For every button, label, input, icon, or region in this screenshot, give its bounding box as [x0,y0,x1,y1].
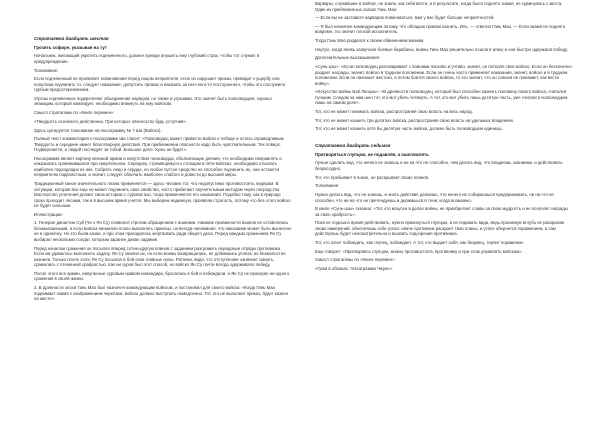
paragraph: Перед началом сражения он посылал вперед сотню-другую воинов с заданием разгромить передовые отряды противника. Если им удавалось выполнить задачу, Ян Су хвалил их, но если воины возвращались, не добившись успеха, их безжалостно казнили. Только после этого Ян Су посылал в бой свои главные силы. Ратники, видя, что отступление означает смерть, сражались с отчаянной храбростью. Как ни суров был этот способ, но войско Ян Су почти всегда одерживало победу. [34,245,286,268]
paragraph: После этого все армии, напуганные суровым нравом командира, бросались в бой и побеждали, и Ян Су не проиграл ни одного сражения в своей жизни. [34,270,290,282]
paragraph: «Гром в облаках. Гексаграмма Чжунь». [315,266,394,272]
stratagem-subtitle: Притворяться глупцом, не подавляя, а ошеломлять [315,151,429,157]
stratagem-subtitle: Грозить софоре, указывая на тут [34,44,107,50]
paragraph: Еще говорят: «Притворяясь глупцом, можно противостоять противнику и при этом управлять войском». [315,248,523,254]
section-gap [315,135,573,141]
stratagem-title: Стратагема двадцать седьмая [315,143,391,149]
paragraph: Толкование: [315,183,340,189]
paragraph: Пока не подошло время действовать, нужно прикинуться глупцом, и не подавать вида, ведь проникнув вглубь не раскрывая своих намерений, обеспечишь себе успех: иначе противник раскроет твои планы, и успех обернется поражением, а сам действуешь будет неосмотрительно и вызвать подозрения противника. [315,220,565,237]
paragraph: Иллюстрации: [34,211,63,217]
paragraph: 1. Генерал династии Суй (Чи э Ян Су) славился строгим обращением с воинами. Никакие провинности воинов не оставлялись безнаказанными, а если войска начинали плохо выполнять приказы, он всегда напоминал, что наказание может быть вынесено не в одиночку. Но это были казни, и при этом приходилось жертвовать ради общего дела. Перед каждым сражением Ян Су выбирал нескольких солдат, которым заранее давал задание. [34,220,292,242]
paragraph: «Сунь-цзы»: «Если полководец разговаривает с воинами ласково и учтиво, значит, он потерял свое войско. Если он бесконечно раздает награды, значит, войско в трудном положении. Если он очень часто применяет наказания, значит, войско и в трудном положении. Если он начинает жестоко, а потом боится своего войска, то это значит, что он совсем не понимает, как вести войну». [315,64,572,86]
paragraph: Дополнительные высказывания: [315,55,381,61]
paragraph: Традиционный канон значительного плана применяется — здесь человек тот, что недопустимо противостоять лидерам. В ситуации, которая все еще не может подчинить свое свойство, часто прибегают поучительным методам через посредство. Мастерство угнетения делает свою историю с суровостью, тогда применяются его наказания. Подобно тому, как в природе гроза проходит лесами, так и в высшем армия учится. Мы выберем надежную, проявляя строгость, потому что без этого войско не будет сильным. [34,181,291,209]
paragraph: Полный текст комментария к гексаграмме Ши гласит: «Полководец может привести войско к победе и остать справедливым. Твердость и середине имеет благотворную действия. При приближении опасности надо быть чувствительным. Тех поверх. Подвергаются, и людей последует за тобой. Большое дело. Хулы не будет». [34,136,285,153]
paragraph: «Твердость основного действенна. При которых опасностях будь уступчив». [34,118,187,124]
paragraph: Тогда Гань Мао раздался к своим обвинениям воинам. [315,38,425,44]
paragraph: Тот, кто пребывает в покое, не раскрывает своих планов. [315,174,430,180]
paragraph: Наутро, когда вновь зазвучали боевые барабаны, воины Гань Мао решительно пошли в атаку и они быстро одержали победу. [315,46,569,52]
stratagem-title: Стратагема двадцать шестая [34,36,109,41]
left-column [34,34,292,418]
paragraph: — Если вы не заставите варваров повиноваться, вам у вас будет больше неприятностей. [315,15,495,21]
paragraph: Тот, кто не может понимать войска, распространяя свою власть на весь народ. [315,109,473,114]
paragraph: Лучше сделать вид, что ничего не знаешь и ни на что не способен, чем делать вид, что владеешь знаниями, и действовать безрассудно. [315,160,563,171]
paragraph: Смысл стратагемы по «Книге перемен»: [315,257,396,263]
paragraph: Начальник, желающий укротить подчиненного, должен прежде внушить ему глубокий страх, чтобы тот служил в предупреждение. [34,53,260,64]
paragraph: — Я был назначен командующим потому, что обладаю правом казнить. Иль, — ответил Гань Мао, — Если знамя не поднято вовремя, это значит плохой исполнитель. [315,23,566,35]
paragraph: Нужно делать вид, что не знаешь, и знать действие делаешь, что ничего не собираешься предпринимать, ни на что не способен, что ни на что не претендуешь и держишься в тени, когда возможно. [315,192,554,203]
paragraph: Гексаграмма являет картину великой армии и напутствия полководца, объясняющие деяния, что необходимо направлять и наказывать провинившихся при смертельном. Середину, стремящемуся к стоящим в пяти войсках, необходимо отыскать наиболее подходящих из них. Собрать лицо и сердце, но любое пустое средство не способно подчинить их, они остаются неприятелю подвластным, а значит, следует обличить наиболее слабого и довести до высшей меры. [34,155,282,178]
paragraph: Смысл стратагемы по «Книге перемен»: [34,110,115,116]
paragraph: Тот, кто хочет побеждать, как глупец, побеждает. А тот, кто выдает себя, как безумец, терпит поражение. [315,240,525,246]
paragraph: Толкование: [34,67,59,73]
paragraph: Здесь цитируется толкование на гексаграмму № 7 Ши (Войско). [34,127,162,133]
paragraph: «Искусство войны Вэй Ляоцзы»: «В древности полководец, который был способен казнить половину своего войска, считался лучшим. Следом за ним шел тот, кто мог убить четверть. А тот, кто мог убить лишь десятую часть, уже считался полководцем лишь на самом деле». [315,89,568,106]
paragraph: В книге «Сунь-цзы» сказано: «Тот, кто искусен в делах войны, не приобретает славы за свою мудрость и не получает награды за свою храбрость». [315,206,568,217]
paragraph: Тот, кто не может казнить три десятых войска, распространяя свою власть на удельных владениях. [315,117,515,123]
right-column [315,1,573,415]
paragraph: 2. В древности эпохи Гань Мао был назначен командующим войском, и постановил для своего войска: «Когда Гань Мао поднимает знамя с изображением черепахи, войско должно выступить немедленно. Тот, кто не выполнит приказ, будет казнен на месте». [34,285,289,302]
paragraph: Если подчиненный не проявляет повиновения перед лицом неприятеля, если он нарушает приказ, приводит к ущербу или попыткам подчинить то, следует наказание; допустить промах и наказать за него кого-то постороннего, чтобы это послужило грубым предостережением. [34,76,286,93]
paragraph: Угрозы подчиненных подкрепляют объединение нарядом, но также и угрозами. Это значит быть полководцем, хорошо знающим, который командует, необходимо вникнуть на ему войском. [34,95,272,107]
paragraph: Тот, кто не может казнить хотя бы десятую часть войска, должен быть полководцем единицы. [315,126,503,132]
paragraph: Варвары, служившие в войске, не знали, как себя вести, и в результате, когда было поднято знамя, не сдвинулись с места. Один из приближенных сказал Гань Мао: [315,1,563,12]
